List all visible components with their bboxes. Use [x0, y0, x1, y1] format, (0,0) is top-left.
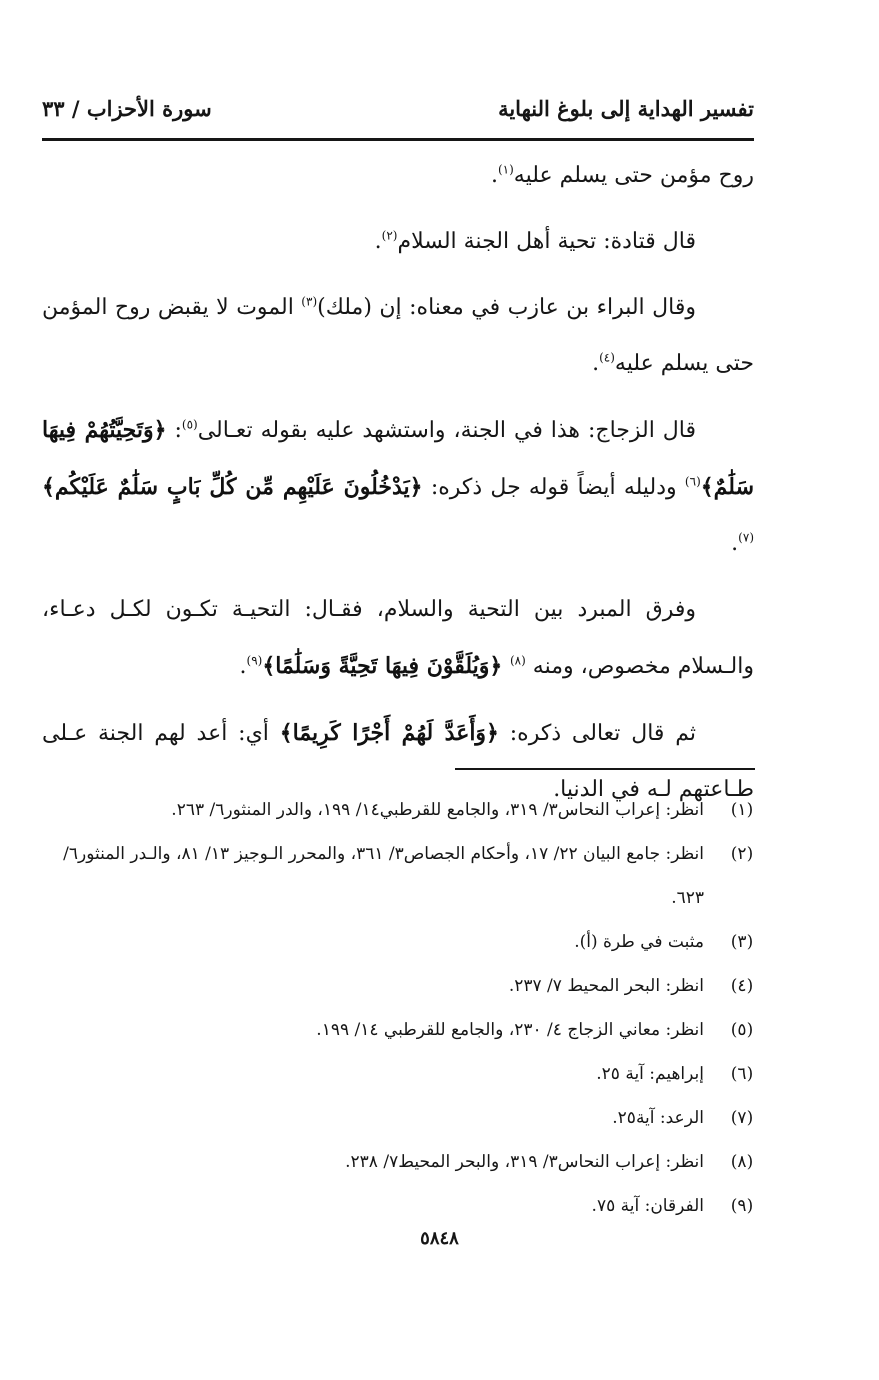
punctuation: . [592, 351, 600, 376]
paragraph-4 [42, 402, 754, 572]
book-title: تفسير الهداية إلى بلوغ النهاية [498, 96, 754, 121]
paragraph-text: : [166, 418, 182, 443]
footnote-number: (٥) [730, 1020, 754, 1040]
paragraph-1 [42, 148, 754, 204]
paragraph-text: روح مؤمن حتى يسلم عليه [513, 163, 754, 188]
footnote-text: الرعد: آية٢٥. [612, 1108, 704, 1128]
footnote-number: (٤) [730, 976, 754, 996]
footnote-text: انظر: إعراب النحاس٣/ ٣١٩، والجامع للقرطبي١٤/ ١٩٩، والدر المنثور٦/ ٢٦٣. [171, 800, 704, 820]
running-header [42, 96, 754, 132]
paragraph-text: ثم قال تعالى ذكره: [498, 721, 696, 746]
footnote-item [42, 832, 762, 920]
paragraph-text: وفرق المبرد بين التحية والسلام، فقـال: التحيـة تكـون لكـل دعـاء، والـسلام مخصوص، ومنه [42, 597, 754, 679]
footnote-text: انظر: البحر المحيط ٧/ ٢٣٧. [508, 976, 704, 996]
footnote-text: انظر: إعراب النحاس٣/ ٣١٩، والبحر المحيط٧/ ٢٣٨. [345, 1152, 704, 1172]
quran-verse: ﴿وَيُلَقَّوْنَ فِيهَا تَحِيَّةً وَسَلَٰمًا﴾ [262, 653, 510, 679]
main-text [42, 148, 754, 828]
paragraph-text: ودليله أيضاً قوله جل ذكره: [422, 475, 685, 500]
surah-page-label: سورة الأحزاب / ٣٣ [42, 96, 212, 121]
punctuation: . [490, 163, 498, 188]
quran-verse: ﴿يَدْخُلُونَ عَلَيْهِم مِّن كُلِّ بَابٍ سَلَٰمٌ عَلَيْكُم﴾ [42, 474, 423, 500]
footnote-ref: (٥) [181, 417, 198, 432]
footnote-number: (٣) [730, 932, 754, 952]
paragraph-2 [42, 214, 754, 270]
paragraph-text: الموت لا يقبض روح المؤمن حتى يسلم عليه [42, 295, 754, 376]
footnote-text: الفرقان: آية ٧٥. [591, 1196, 704, 1216]
paragraph-text: وقال البراء بن عازب في معناه: إن (ملك) [317, 295, 696, 320]
footnote-ref: (٤) [599, 350, 615, 365]
footnote-ref: (٣) [301, 294, 318, 309]
footnote-item [42, 1140, 762, 1184]
footnote-number: (٢) [730, 844, 754, 864]
punctuation: . [239, 654, 247, 679]
footnote-item [42, 920, 762, 964]
punctuation: . [731, 531, 739, 556]
footnote-number: (١) [730, 800, 754, 820]
footnotes-list [42, 788, 762, 1228]
paragraph-5 [42, 582, 754, 695]
footnote-ref: (٧) [738, 530, 754, 545]
footnote-text: مثبت في طرة (أ). [574, 932, 704, 952]
footnote-ref: (٨) [509, 653, 526, 668]
page-number: ٥٨٤٨ [420, 1228, 459, 1249]
footnote-ref: (٩) [246, 653, 263, 668]
footnote-number: (٧) [730, 1108, 754, 1128]
footnote-number: (٨) [730, 1152, 754, 1172]
footnote-text: إبراهيم: آية ٢٥. [596, 1064, 704, 1084]
footnote-text: انظر: جامع البيان ٢٢/ ١٧، وأحكام الجصاص٣/ ٣٦١، والمحرر الـوجيز ١٣/ ٨١، والـدر المنثور٦/ ٦٢٣. [63, 844, 704, 908]
paragraph-text: قال قتادة: تحية أهل الجنة السلام [397, 229, 696, 254]
paragraph-text: أي: أعد لهم الجنة عـلى طـاعتهم لـه في الدنيا. [42, 721, 754, 802]
paragraph-text: قال الزجاج: هذا في الجنة، واستشهد عليه بقوله تعـالى [197, 418, 696, 443]
footnote-number: (٦) [730, 1064, 754, 1084]
paragraph-3 [42, 280, 754, 392]
footnote-text: انظر: معاني الزجاج ٤/ ٢٣٠، والجامع للقرطبي ١٤/ ١٩٩. [316, 1020, 704, 1040]
footnote-separator [455, 768, 755, 770]
quran-verse: ﴿وَأَعَدَّ لَهُمْ أَجْرًا كَرِيمًا﴾ [279, 720, 499, 746]
punctuation: . [374, 229, 382, 254]
footnote-item [42, 964, 762, 1008]
footnote-ref: (٢) [381, 228, 398, 243]
footnote-ref: (١) [497, 162, 514, 177]
footnote-ref: (٦) [684, 474, 701, 489]
footnote-item [42, 1096, 762, 1140]
footnote-item [42, 788, 762, 832]
quran-verse: ﴿وَتَحِيَّتُهُمْ فِيهَا سَلَٰمٌ﴾ [42, 417, 754, 500]
header-rule [42, 138, 754, 141]
footnote-item [42, 1008, 762, 1052]
footnote-item [42, 1184, 762, 1228]
footnote-item [42, 1052, 762, 1096]
footnote-number: (٩) [730, 1196, 754, 1216]
